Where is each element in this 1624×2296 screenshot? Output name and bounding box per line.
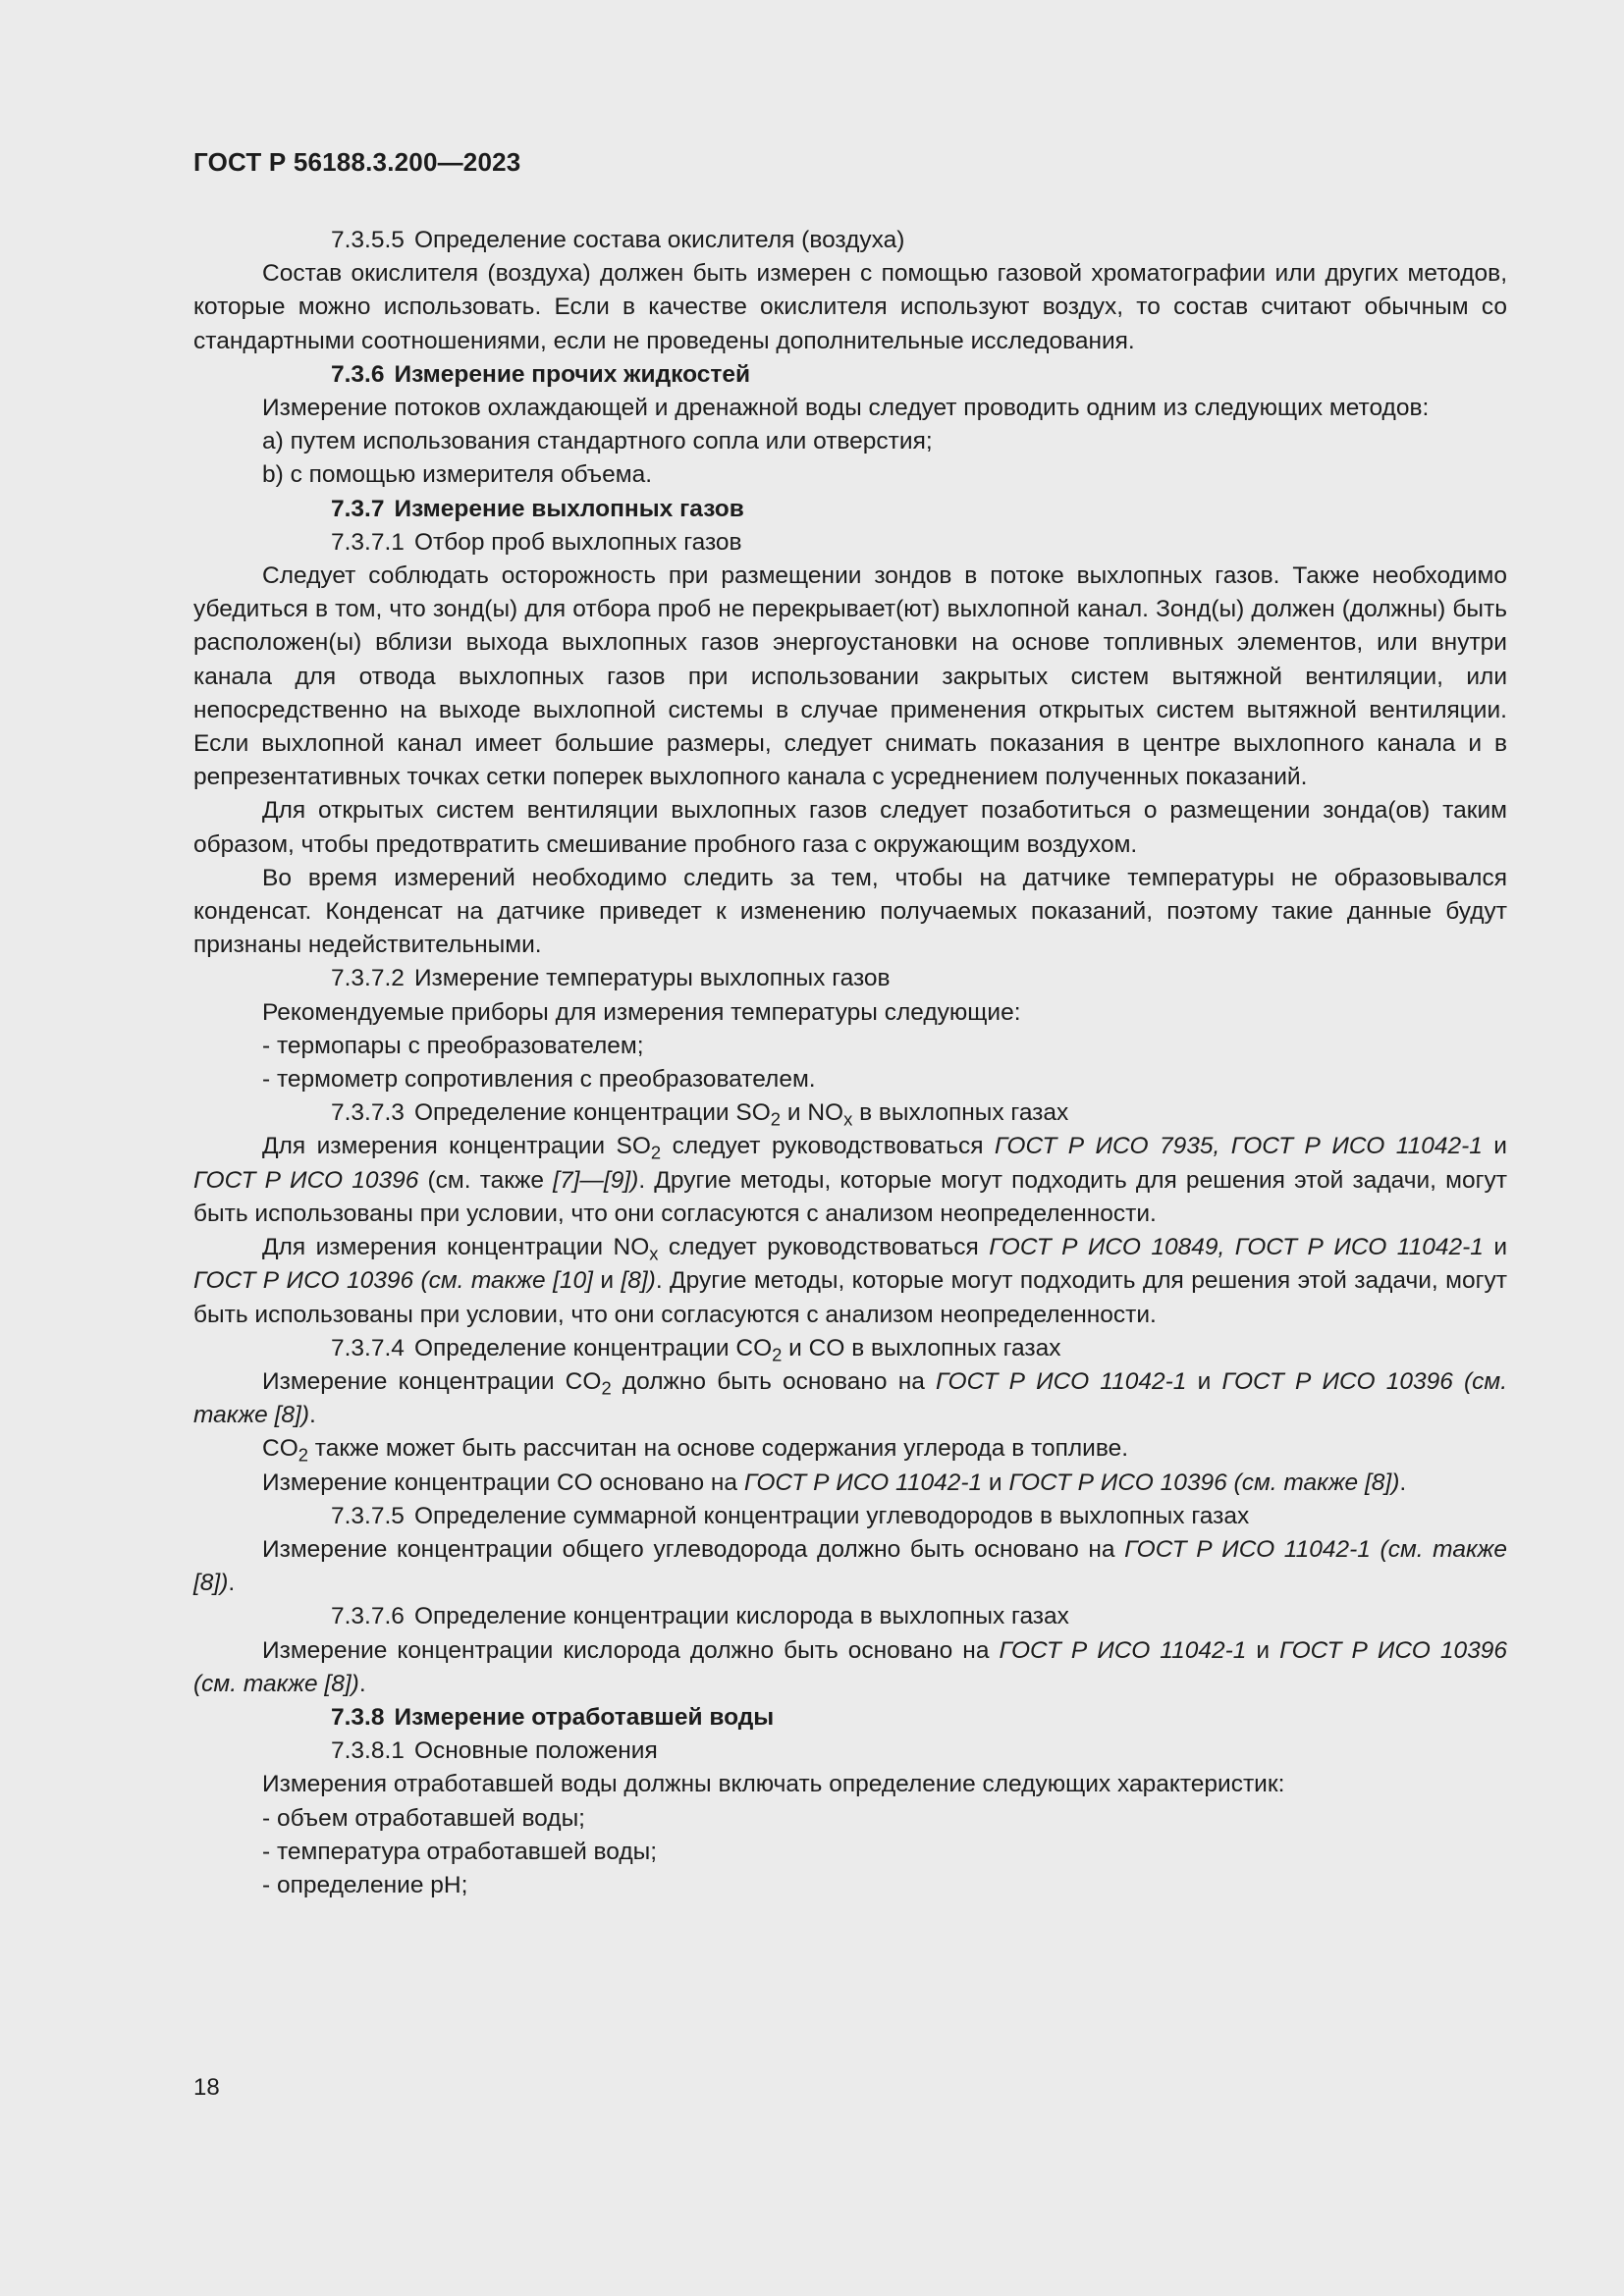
- standard-reference: ГОСТ Р ИСО 7935, ГОСТ Р ИСО 11042-1: [994, 1133, 1483, 1160]
- standard-reference: ГОСТ Р ИСО 10396 (см. также [8]): [193, 1636, 1507, 1697]
- subscript: 2: [601, 1377, 612, 1399]
- standard-reference: ГОСТ Р ИСО 11042-1 (см. также [8]): [193, 1535, 1507, 1597]
- text-run: также может быть рассчитан на основе содержания углерода в топливе.: [307, 1435, 1129, 1463]
- section-heading-737: [193, 493, 1507, 526]
- standard-reference: ГОСТ Р ИСО 10396 (см. также [10]: [193, 1267, 593, 1295]
- text-run: и: [1483, 1234, 1507, 1261]
- section-number: 7.3.7.4: [331, 1334, 405, 1362]
- title-part: и NO: [781, 1099, 844, 1127]
- subsection-heading-7372: [193, 962, 1507, 995]
- paragraph: Для открытых систем вентиляции выхлопных газов следует позаботиться о размещении зонда(ов) таким образом, чтобы предотвратить смешивание пробного газа с окружающим воздухом.: [193, 797, 1507, 858]
- subsection-heading-7355: [193, 224, 1507, 257]
- text-run: . Другие методы, которые могут подходить для решения этой задачи, могут быть использованы при условии, что они согласуются с анализом неопределенности.: [193, 1166, 1507, 1227]
- standard-reference: ГОСТ Р ИСО 10396 (см. также [8]): [193, 1367, 1507, 1429]
- section-title: Измерение температуры выхлопных газов: [413, 965, 891, 992]
- subscript: x: [649, 1243, 659, 1264]
- section-heading-736: [193, 358, 1507, 392]
- text-run: Для измерения концентрации NO: [262, 1234, 650, 1261]
- section-number: 7.3.7.3: [331, 1099, 405, 1127]
- paragraph: Рекомендуемые приборы для измерения температуры следующие:: [262, 998, 1021, 1026]
- paragraph: Измерения отработавшей воды должны включать определение следующих характеристик:: [262, 1771, 1285, 1798]
- list-item: - термопары с преобразователем;: [262, 1032, 644, 1059]
- section-title: Измерение выхлопных газов: [394, 495, 744, 522]
- paragraph: [193, 1365, 1507, 1432]
- text-run: и: [592, 1267, 622, 1295]
- text-run: Измерение концентрации кислорода должно быть основано на: [262, 1636, 1000, 1664]
- text-run: должно быть основано на: [611, 1367, 937, 1395]
- subsection-heading-7373: [193, 1096, 1507, 1130]
- section-title: Измерение отработавшей воды: [394, 1703, 775, 1731]
- section-number: 7.3.7.1: [331, 528, 405, 556]
- paragraph: Следует соблюдать осторожность при размещении зондов в потоке выхлопных газов. Также необходимо убедиться в том, что зонд(ы) для отбора проб не перекрывает(ют) выхлопной канал. Зонд(ы) должен (должны) быть расположен(ы) вблизи выхода выхлопных газов энергоустановки на основе топливных элементов, или внутри канала для отвода выхлопных газов при использовании закрытых систем вытяжной вентиляции, или непосредственно на выходе выхлопной системы в случае применения открытых систем вытяжной вентиляции. Если выхлопной канал имеет большие размеры, следует снимать показания в центре выхлопного канала и в репрезентативных точках сетки поперек выхлопного канала с усреднением полученных показаний.: [193, 562, 1507, 791]
- text-run: Измерение концентрации CO: [262, 1367, 602, 1395]
- text-run: .: [309, 1402, 316, 1429]
- text-run: .: [358, 1670, 366, 1697]
- section-heading-738: [193, 1701, 1507, 1735]
- list-item: - объем отработавшей воды;: [262, 1804, 585, 1832]
- paragraph: [193, 1634, 1507, 1701]
- section-title: Определение суммарной концентрации углеводородов в выхлопных газах: [413, 1502, 1250, 1529]
- text-run: и: [1246, 1636, 1280, 1664]
- section-number: 7.3.8.1: [331, 1737, 405, 1765]
- section-number: 7.3.7.5: [331, 1502, 405, 1529]
- subsection-heading-7374: [193, 1332, 1507, 1365]
- list-item: b) с помощью измерителя объема.: [262, 461, 653, 489]
- subscript: x: [843, 1108, 853, 1130]
- section-title: Определение концентрации кислорода в выхлопных газах: [413, 1603, 1069, 1630]
- bibliography-reference: [8]): [621, 1267, 656, 1295]
- section-title: Основные положения: [413, 1737, 658, 1765]
- list-item: - температура отработавшей воды;: [262, 1838, 658, 1865]
- standard-reference: ГОСТ Р ИСО 11042-1: [999, 1636, 1247, 1664]
- subsection-heading-7381: [193, 1735, 1507, 1768]
- standard-reference: ГОСТ Р ИСО 10396 (см. также [8]): [1008, 1468, 1400, 1496]
- title-part: Определение концентрации SO: [413, 1099, 771, 1127]
- section-title: Определение состава окислителя (воздуха): [413, 227, 905, 253]
- list-item: - определение pH;: [262, 1871, 468, 1898]
- text-run: .: [228, 1570, 236, 1597]
- subscript: 2: [298, 1444, 308, 1466]
- paragraph: [193, 1533, 1507, 1600]
- paragraph: Состав окислителя (воздуха) должен быть измерен с помощью газовой хроматографии или других методов, которые можно использовать. Если в качестве окислителя используют воздух, то состав считают обычным со стандартными соотношениями, если не проведены дополнительные исследования.: [193, 260, 1507, 354]
- paragraph: [193, 1231, 1507, 1332]
- text-run: Для измерения концентрации SO: [262, 1133, 651, 1160]
- document-body: [193, 224, 1507, 1902]
- text-run: следует руководствоваться: [658, 1234, 990, 1261]
- section-title: Отбор проб выхлопных газов: [413, 528, 742, 556]
- section-number: 7.3.6: [331, 360, 385, 388]
- paragraph: Измерение потоков охлаждающей и дренажной воды следует проводить одним из следующих методов:: [262, 395, 1430, 422]
- page-number: 18: [193, 2074, 220, 2101]
- list-item: - термометр сопротивления с преобразователем.: [262, 1066, 816, 1094]
- paragraph: [193, 1467, 1507, 1500]
- text-run: . Другие методы, которые могут подходить для решения этой задачи, могут быть использованы при условии, что они согласуются с анализом неопределенности.: [193, 1267, 1507, 1328]
- title-part: Определение концентрации CO: [413, 1334, 773, 1362]
- subsection-heading-7375: [193, 1500, 1507, 1533]
- standard-reference: ГОСТ Р ИСО 10396: [193, 1166, 419, 1194]
- section-number: 7.3.7: [331, 495, 385, 522]
- section-title: Измерение прочих жидкостей: [394, 360, 751, 388]
- text-run: .: [1399, 1468, 1407, 1496]
- title-part: и CO в выхлопных газах: [782, 1334, 1061, 1362]
- title-part: в выхлопных газах: [852, 1099, 1069, 1127]
- text-run: CO: [262, 1435, 298, 1463]
- text-run: следует руководствоваться: [661, 1133, 995, 1160]
- standard-reference: ГОСТ Р ИСО 11042-1: [743, 1468, 983, 1496]
- text-run: и: [982, 1468, 1009, 1496]
- subsection-heading-7376: [193, 1600, 1507, 1633]
- text-run: Измерение концентрации CO основано на: [262, 1468, 744, 1496]
- bibliography-reference: [7]—[9]): [553, 1166, 639, 1194]
- paragraph: [193, 1130, 1507, 1231]
- text-run: и: [1482, 1133, 1507, 1160]
- standard-reference: ГОСТ Р ИСО 11042-1: [936, 1367, 1187, 1395]
- subsection-heading-7371: [193, 526, 1507, 560]
- paragraph: Во время измерений необходимо следить за тем, чтобы на датчике температуры не образовывался конденсат. Конденсат на датчике приведет к изменению получаемых показаний, поэтому такие данные будут признаны недействительными.: [193, 864, 1507, 959]
- section-number: 7.3.7.2: [331, 965, 405, 992]
- paragraph: [193, 1432, 1507, 1466]
- section-number: 7.3.7.6: [331, 1603, 405, 1630]
- text-run: и: [1186, 1367, 1222, 1395]
- section-number: 7.3.5.5: [331, 227, 405, 253]
- section-number: 7.3.8: [331, 1703, 385, 1731]
- text-run: Измерение концентрации общего углеводорода должно быть основано на: [262, 1535, 1125, 1563]
- text-run: (см. также: [418, 1166, 554, 1194]
- document-header: ГОСТ Р 56188.3.200—2023: [193, 147, 521, 177]
- standard-reference: ГОСТ Р ИСО 10849, ГОСТ Р ИСО 11042-1: [989, 1234, 1484, 1261]
- list-item: a) путем использования стандартного сопла или отверстия;: [262, 428, 933, 455]
- subscript: 2: [770, 1108, 782, 1130]
- subscript: 2: [650, 1142, 662, 1163]
- subscript: 2: [772, 1344, 783, 1365]
